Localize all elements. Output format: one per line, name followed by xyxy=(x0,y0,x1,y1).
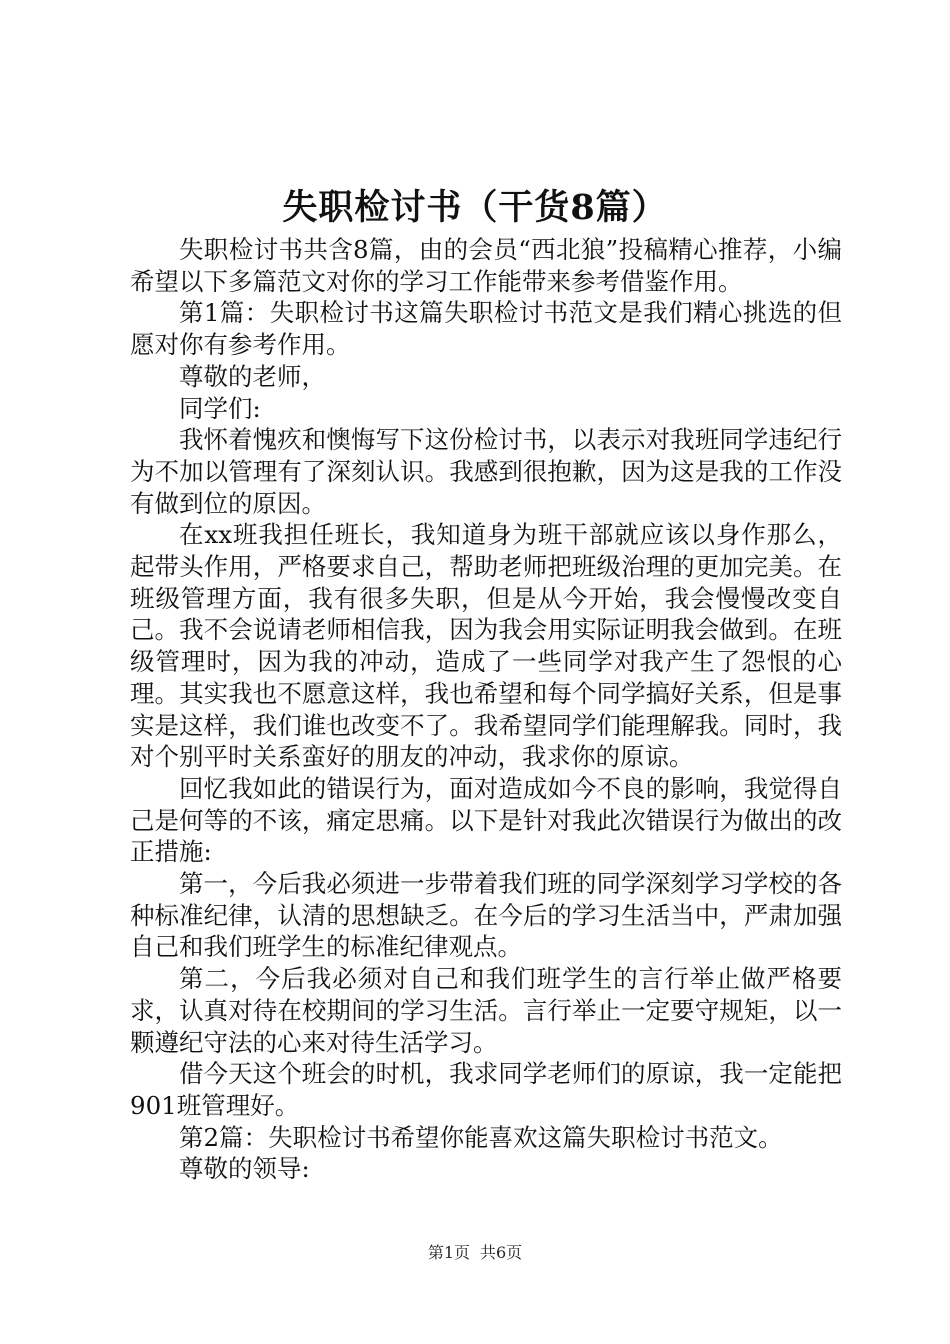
paragraph-body: 我怀着愧疚和懊悔写下这份检讨书，以表示对我班同学违纪行为不加以管理有了深刻认识。我感到很抱歉，因为这是我的工作没有做到位的原因。 xyxy=(130,425,842,518)
paragraph-measure-2: 第二，今后我必须对自己和我们班学生的言行举止做严格要求，认真对待在校期间的学习生活。言行举止一定要守规矩，以一颗遵纪守法的心来对待生活学习。 xyxy=(130,964,842,1057)
paragraph-closing: 借今天这个班会的时机，我求同学老师们的原谅，我一定能把901班管理好。 xyxy=(130,1059,842,1120)
paragraph-salutation-teacher: 尊敬的老师， xyxy=(179,361,326,391)
page-number: 第1页 xyxy=(427,1243,470,1262)
paragraph-article-2-heading: 第2篇：失职检讨书希望你能喜欢这篇失职检讨书范文。 xyxy=(179,1122,783,1152)
paragraph-body: 回忆我如此的错误行为，面对造成如今不良的影响，我觉得自己是何等的不该，痛定思痛。以下是针对我此次错误行为做出的改正措施: xyxy=(130,773,842,867)
paragraph-salutation-classmates: 同学们: xyxy=(179,393,261,423)
document-body xyxy=(130,234,842,1185)
paragraph-article-1-heading: 第1篇：失职检讨书这篇失职检讨书范文是我们精心挑选的但愿对你有参考作用。 xyxy=(130,298,842,360)
page-footer xyxy=(0,1242,950,1264)
paragraph-intro: 失职检讨书共含8篇，由的会员“西北狼”投稿精心推荐，小编希望以下多篇范文对你的学习工作能带来参考借鉴作用。 xyxy=(130,235,842,296)
page-total: 共6页 xyxy=(480,1243,523,1262)
paragraph-measure-1: 第一，今后我必须进一步带着我们班的同学深刻学习学校的各种标准纪律，认清的思想缺乏。在今后的学习生活当中，严肃加强自己和我们班学生的标准纪律观点。 xyxy=(130,869,842,962)
paragraph-salutation-leader: 尊敬的领导: xyxy=(179,1154,310,1184)
document-title: 失职检讨书（干货8篇） xyxy=(282,187,668,228)
paragraph-body: 在xx班我担任班长，我知道身为班干部就应该以身作那么，起带头作用，严格要求自己，帮助老师把班级治理的更加完美。在班级管理方面，我有很多失职，但是从今开始，我会慢慢改变自己。我不会说请老师相信我，因为我会用实际证明我会做到。在班级管理时，因为我的冲动，造成了一些同学对我产生了怨恨的心理。其实我也不愿意这样，我也希望和每个同学搞好关系，但是事实是这样，我们谁也改变不了。我希望同学们能理解我。同时，我对个别平时关系蛮好的朋友的冲动，我求你的原谅。 xyxy=(130,520,842,772)
